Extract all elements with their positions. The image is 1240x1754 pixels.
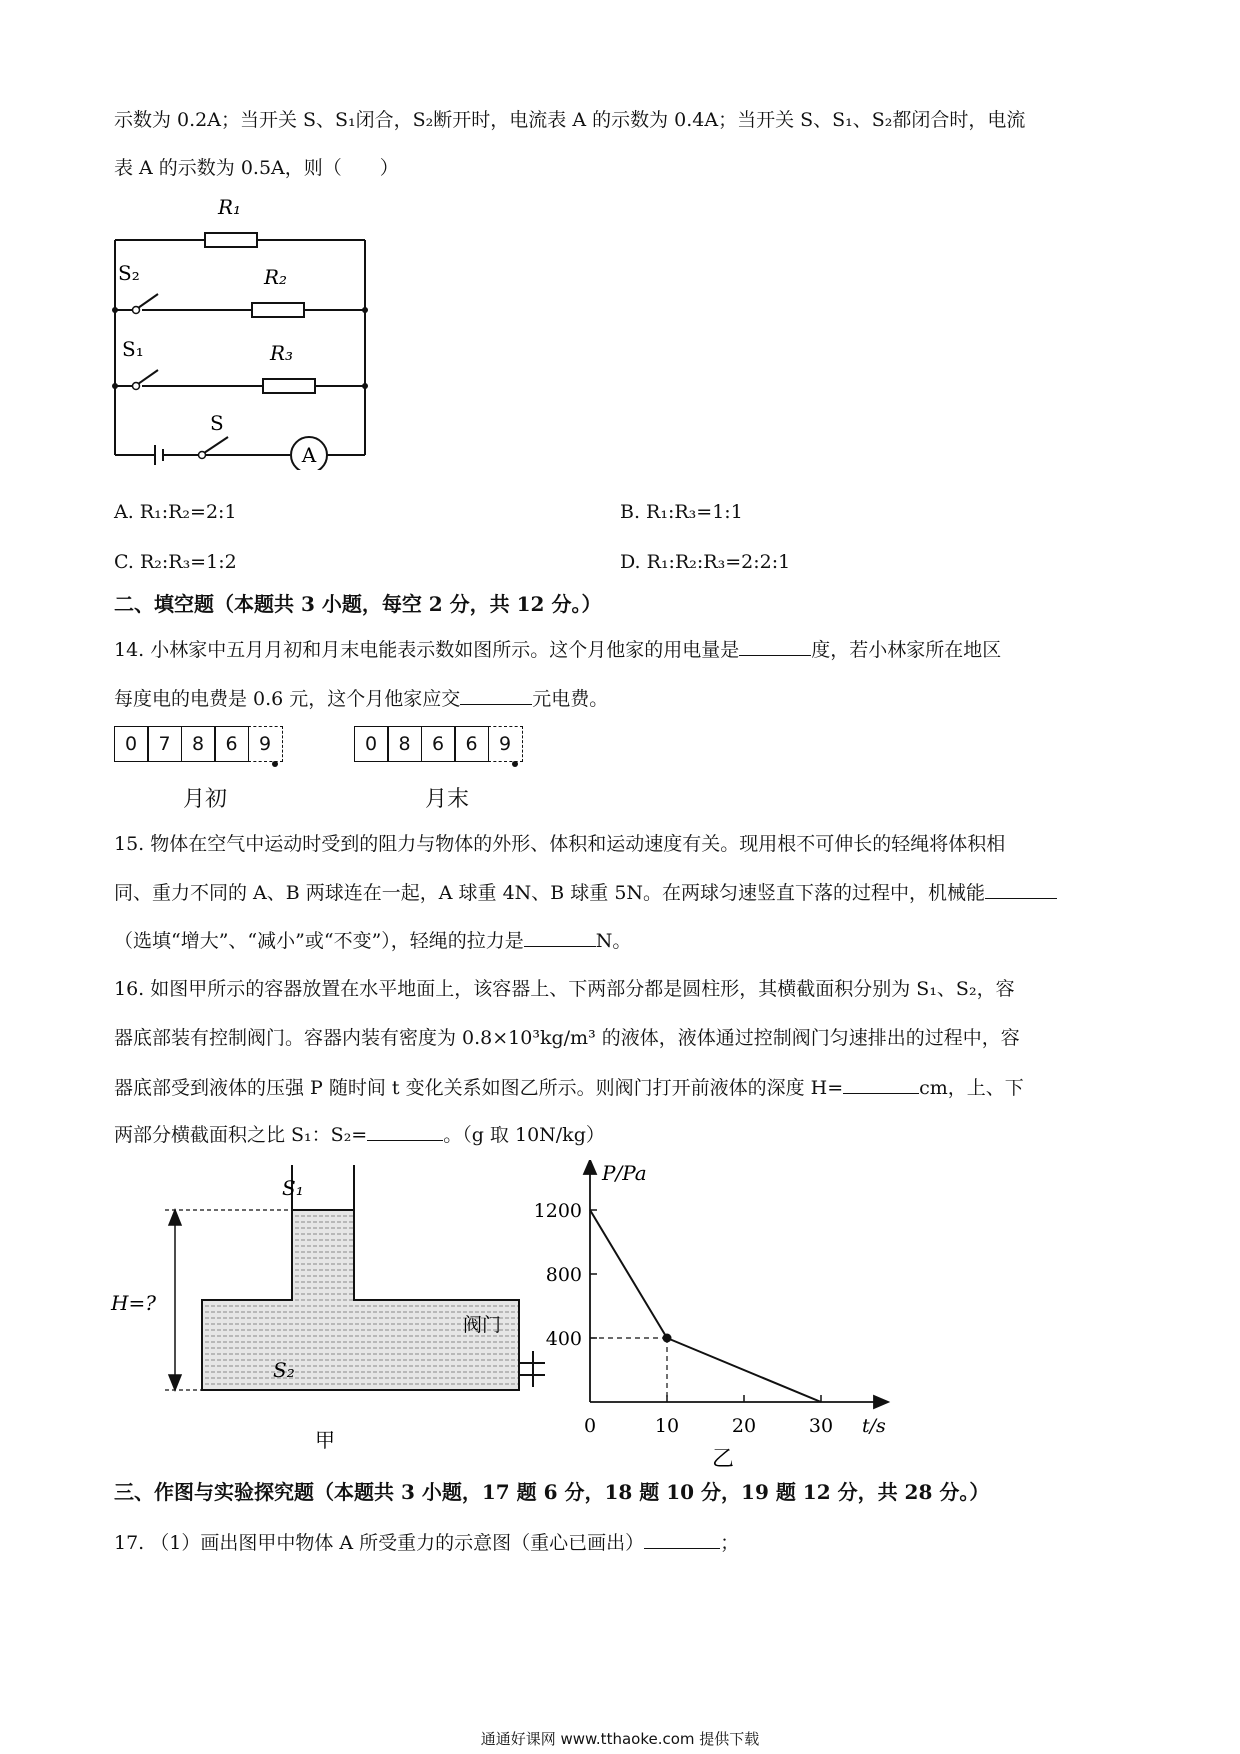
x-tick-label: 10	[654, 1415, 680, 1437]
circuit-diagram	[100, 190, 390, 470]
q16-line-2: 器底部装有控制阀门。容器内装有密度为 0.8×10³kg/m³ 的液体，液体通过控制阀门匀速排出的过程中，容	[114, 1027, 1020, 1049]
meter-end-digit: 8	[387, 726, 422, 762]
label-r2: R₂	[264, 265, 288, 289]
meter-start-digit: 6	[214, 726, 249, 762]
label-s2: S₂	[118, 261, 140, 285]
pressure-time-chart	[520, 1160, 910, 1480]
option-d: D. R₁:R₂:R₃=2:2:1	[620, 551, 791, 573]
q15-line-3: （选填“增大”、“减小”或“不变”），轻绳的拉力是 N。	[114, 930, 632, 952]
meter-end	[355, 726, 523, 762]
caption-jia: 甲	[315, 1428, 335, 1452]
label-r1: R₁	[218, 195, 242, 219]
q16-line-3: 器底部受到液体的压强 P 随时间 t 变化关系如图乙所示。则阀门打开前液体的深度 H= cm，上、下	[114, 1077, 1024, 1099]
section-3-title: 三、作图与实验探究题（本题共 3 小题，17 题 6 分，18 题 10 分，19 题 12 分，共 28 分。）	[114, 1480, 990, 1504]
q16-line-4: 两部分横截面积之比 S₁：S₂= 。（g 取 10N/kg）	[114, 1124, 605, 1146]
option-b: B. R₁:R₃=1:1	[620, 501, 743, 523]
label-ammeter: A	[301, 443, 317, 467]
q13-line-2: 表 A 的示数为 0.5A，则（ ）	[114, 157, 399, 179]
x-tick-label: 30	[808, 1415, 834, 1437]
footer-source: 通通好课网 www.tthaoke.com 提供下载	[480, 1730, 760, 1748]
meter-end-digit: 0	[354, 726, 389, 762]
meter-end-digit: 6	[454, 726, 489, 762]
q13-line-1: 示数为 0.2A；当开关 S、S₁闭合，S₂断开时，电流表 A 的示数为 0.4A；当开关 S、S₁、S₂都闭合时，电流	[114, 109, 1026, 131]
q17-line-1: 17. （1）画出图甲中物体 A 所受重力的示意图（重心已画出） ；	[114, 1532, 740, 1554]
decimal-point	[272, 761, 278, 767]
q16-line-1: 16. 如图甲所示的容器放置在水平地面上，该容器上、下两部分都是圆柱形，其横截面积分别为 S₁、S₂，容	[114, 978, 1015, 1000]
series-line	[590, 1210, 821, 1402]
label-s2-bottom: S₂	[273, 1358, 295, 1382]
y-tick-label: 400	[545, 1328, 582, 1350]
label-r3: R₃	[270, 341, 294, 365]
meter-end-label: 月末	[425, 787, 470, 812]
meter-start-digit: 0	[114, 726, 149, 762]
q14-line-1: 14. 小林家中五月月初和月末电能表示数如图所示。这个月他家的用电量是 度，若小林家所在地区	[114, 639, 1002, 661]
meter-start-label: 月初	[183, 787, 228, 812]
q14-line-2: 每度电的电费是 0.6 元，这个月他家应交 元电费。	[114, 688, 609, 710]
label-valve: 阀门	[463, 1314, 502, 1336]
label-s1-top: S₁	[282, 1176, 304, 1200]
x-axis-label: t/s	[862, 1415, 886, 1437]
x-tick-label: 20	[731, 1415, 757, 1437]
q15-line-2: 同、重力不同的 A、B 两球连在一起，A 球重 4N、B 球重 5N。在两球匀速竖直下落的过程中，机械能	[114, 880, 1057, 905]
decimal-point	[512, 761, 518, 767]
meter-start	[115, 726, 283, 762]
option-c: C. R₂:R₃=1:2	[114, 551, 237, 573]
meter-start-digit: 8	[181, 726, 216, 762]
y-tick-label: 800	[545, 1264, 582, 1286]
label-h: H=?	[111, 1291, 156, 1315]
meter-start-digit: 7	[147, 726, 182, 762]
meter-end-decimal-digit: 9	[488, 726, 523, 762]
section-2-title: 二、填空题（本题共 3 小题，每空 2 分，共 12 分。）	[114, 592, 602, 616]
label-s: S	[210, 411, 224, 435]
y-tick-label: 1200	[533, 1200, 582, 1222]
caption-yi: 乙	[712, 1447, 735, 1472]
label-s1: S₁	[122, 337, 144, 361]
meter-start-decimal-digit: 9	[248, 726, 283, 762]
meter-end-digit: 6	[421, 726, 456, 762]
q15-line-1: 15. 物体在空气中运动时受到的阻力与物体的外形、体积和运动速度有关。现用根不可伸长的轻绳将体积相	[114, 833, 1006, 855]
y-axis-label: P/Pa	[602, 1161, 647, 1185]
data-point	[663, 1334, 672, 1343]
x-tick-label: 0	[583, 1415, 597, 1437]
container-figure	[105, 1165, 545, 1455]
option-a: A. R₁:R₂=2:1	[114, 501, 237, 523]
